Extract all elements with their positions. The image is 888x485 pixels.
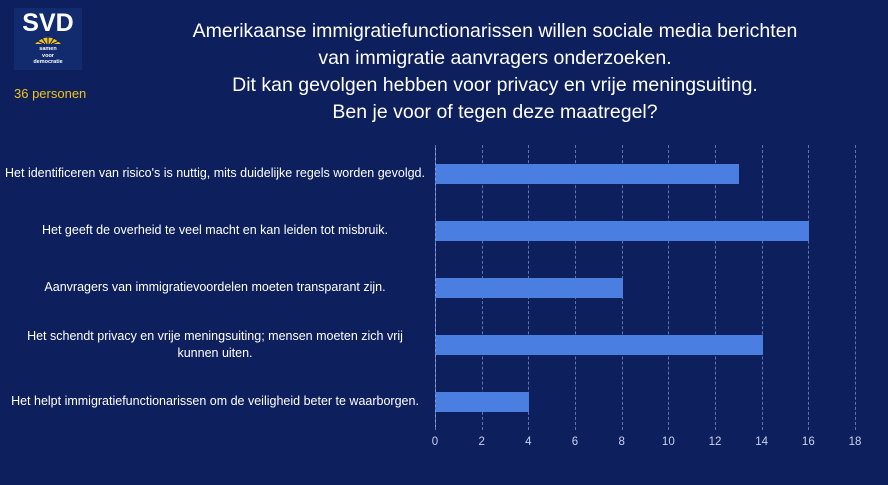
logo-subtitle-line1: samen	[39, 46, 57, 52]
logo-text: SVD	[22, 9, 74, 37]
grid-line	[668, 145, 669, 430]
bar	[436, 164, 739, 184]
bar	[436, 278, 623, 298]
title-line-1: Amerikaanse immigratiefunctionarissen willen sociale media berichten	[192, 20, 798, 42]
grid-line	[715, 145, 716, 430]
sun-icon	[33, 33, 63, 45]
grid-line	[855, 145, 856, 430]
grid-line	[762, 145, 763, 430]
logo-subtitle-line2: voor	[42, 52, 54, 59]
x-axis-tick-label: 0	[431, 436, 439, 448]
category-label: Het geeft de overheid te veel macht en kan leiden tot misbruik.	[41, 223, 389, 237]
bar	[436, 392, 529, 412]
x-axis-tick-label: 14	[755, 436, 769, 448]
title-line-4: Ben je voor of tegen deze maatregel?	[332, 101, 658, 123]
category-label: Het identificeren van risico's is nuttig, mits duidelijke regels worden gevolgd.	[5, 166, 425, 180]
bar	[436, 335, 763, 355]
respondent-count: 36 personen	[14, 86, 87, 101]
category-label: Het schendt privacy en vrije meningsuiting; mensen moeten zich vrij kunnen uiten.	[27, 328, 403, 360]
bar	[436, 221, 809, 241]
x-axis-tick-label: 18	[848, 436, 862, 448]
logo-subtitle-line3: democratie	[33, 59, 63, 65]
x-axis-tick-label: 10	[661, 436, 675, 448]
logo-subtitle	[33, 46, 62, 66]
x-axis-tick-label: 4	[525, 436, 532, 448]
x-axis-tick-label: 16	[801, 436, 815, 448]
plot-area	[5, 145, 862, 448]
category-label: Aanvragers van immigratievoordelen moeten transparant zijn.	[44, 280, 386, 294]
x-axis-tick-label: 2	[478, 436, 485, 448]
x-axis-tick-label: 8	[618, 436, 625, 448]
grid-line	[808, 145, 809, 430]
x-axis-tick-label: 12	[708, 436, 722, 448]
page-title	[110, 18, 880, 126]
x-axis-tick-label: 6	[571, 436, 579, 448]
title-line-3: Dit kan gevolgen hebben voor privacy en vrije meningsuiting.	[232, 74, 758, 96]
logo	[14, 8, 82, 70]
category-label: Het helpt immigratiefunctionarissen om de veiligheid beter te waarborgen.	[11, 394, 419, 408]
title-line-2: van immigratie aanvragers onderzoeken.	[318, 47, 672, 69]
bar-chart	[0, 140, 888, 455]
